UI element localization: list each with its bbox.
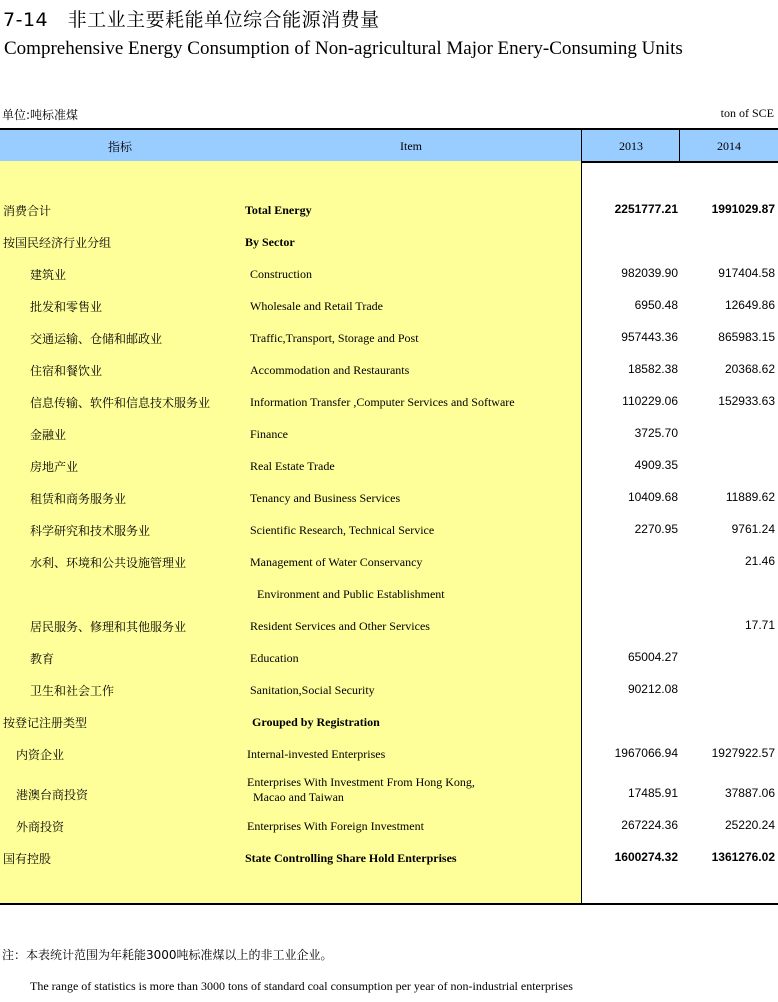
value-2014: 25220.24 (724, 818, 775, 832)
row-label-en: Information Transfer ,Computer Services and Software (250, 395, 515, 409)
value-2014: 21.46 (744, 554, 775, 568)
row-label-cn: 信息传输、软件和信息技术服务业 (30, 396, 211, 410)
row-label-cn: 交通运输、仓储和邮政业 (30, 332, 163, 346)
row-label-cn: 港澳台商投资 (16, 788, 89, 802)
table-row (0, 385, 778, 417)
value-2013: 267224.36 (621, 818, 678, 832)
value-2014: 1991029.87 (711, 202, 775, 216)
value-2013: 110229.06 (622, 394, 678, 408)
row-label-en: Education (250, 651, 299, 665)
value-2014: 9761.24 (731, 522, 775, 536)
value-2013: 10409.68 (627, 490, 678, 504)
row-label-en: By Sector (245, 235, 295, 249)
footnote-en: The range of statistics is more than 3000 tons of standard coal consumption per year of non-industrial enterprises (30, 979, 573, 993)
row-label-en: Resident Services and Other Services (250, 619, 430, 633)
row-label-en: Real Estate Trade (250, 459, 335, 473)
table-row (0, 513, 778, 545)
column-header-2013: 2013 (619, 139, 643, 153)
row-label-en: State Controlling Share Hold Enterprises (245, 851, 457, 865)
table-row (0, 481, 778, 513)
row-label-en-line: Enterprises With Investment From Hong Kong, (247, 775, 475, 789)
unit-label-en: ton of SCE (720, 106, 774, 120)
row-label-cn: 外商投资 (16, 820, 65, 834)
value-2014: 1361276.02 (711, 850, 775, 864)
table-row (0, 193, 778, 225)
value-2014: 17.71 (744, 618, 775, 632)
value-2014: 12649.86 (724, 298, 775, 312)
table-row (0, 705, 778, 737)
value-2013: 1600274.32 (614, 850, 678, 864)
table-row (0, 841, 778, 873)
row-label-cn: 居民服务、修理和其他服务业 (30, 620, 187, 634)
table-row (0, 545, 778, 577)
table-row (0, 577, 778, 609)
row-label-en: Tenancy and Business Services (250, 491, 401, 505)
row-label-cn: 住宿和餐饮业 (30, 364, 103, 378)
row-label-cn: 水利、环境和公共设施管理业 (30, 556, 187, 570)
row-label-cn: 金融业 (30, 428, 67, 442)
table-row (0, 737, 778, 769)
table-row (0, 673, 778, 705)
row-label-en: Environment and Public Establishment (257, 587, 445, 601)
value-2013: 6950.48 (634, 298, 678, 312)
row-label-en: Sanitation,Social Security (250, 683, 375, 697)
table-row (0, 773, 778, 813)
row-label-cn: 批发和零售业 (30, 300, 103, 314)
value-2013: 2270.95 (634, 522, 678, 536)
column-header-indicator: 指标 (107, 140, 132, 154)
table-row (0, 809, 778, 841)
table-header (0, 128, 778, 163)
row-label-cn: 建筑业 (30, 268, 67, 282)
row-label-cn: 房地产业 (30, 460, 79, 474)
table-row (0, 321, 778, 353)
row-label-cn: 按登记注册类型 (3, 716, 88, 730)
row-label-cn: 科学研究和技术服务业 (30, 524, 151, 538)
table-row (0, 417, 778, 449)
row-label-en: Construction (250, 267, 312, 281)
value-2014: 1927922.57 (711, 746, 775, 760)
page-title-cn: 7-14 非工业主要耗能单位综合能源消费量 (3, 9, 380, 31)
row-label-en: Scientific Research, Technical Service (250, 523, 435, 537)
table-row (0, 449, 778, 481)
row-label-en-line: Macao and Taiwan (253, 790, 344, 804)
table-row (0, 289, 778, 321)
table-row (0, 609, 778, 641)
row-label-cn: 卫生和社会工作 (30, 684, 115, 698)
table-bottom-border (0, 903, 778, 905)
value-2013: 90212.08 (627, 682, 678, 696)
value-2013: 1967066.94 (614, 746, 678, 760)
row-label-cn: 国有控股 (3, 852, 52, 866)
row-label-cn: 按国民经济行业分组 (3, 236, 112, 250)
value-2013: 957443.36 (621, 330, 678, 344)
row-label-en: Grouped by Registration (252, 715, 380, 729)
row-label-cn: 教育 (30, 652, 55, 666)
footnote-cn: 注：本表统计范围为年耗能3000吨标准煤以上的非工业企业。 (2, 948, 333, 962)
value-2013: 4909.35 (634, 458, 678, 472)
row-label-en (247, 775, 475, 805)
value-2014: 11889.62 (725, 490, 775, 504)
row-label-en: Enterprises With Foreign Investment (247, 819, 424, 833)
value-2013: 17485.91 (627, 786, 678, 800)
row-label-en: Accommodation and Restaurants (250, 363, 410, 377)
value-2013: 3725.70 (634, 426, 678, 440)
table-row (0, 353, 778, 385)
column-header-item: Item (400, 139, 422, 153)
value-2014: 20368.62 (724, 362, 775, 376)
row-label-cn: 租赁和商务服务业 (30, 492, 127, 506)
row-label-en: Wholesale and Retail Trade (250, 299, 383, 313)
value-2013: 65004.27 (627, 650, 678, 664)
value-2014: 917404.58 (718, 266, 775, 280)
value-2014: 37887.06 (724, 786, 775, 800)
row-label-en: Finance (250, 427, 288, 441)
row-label-cn: 内资企业 (16, 748, 65, 762)
value-2014: 865983.15 (718, 330, 775, 344)
column-header-2014: 2014 (717, 139, 741, 153)
table-row (0, 257, 778, 289)
row-label-en: Traffic,Transport, Storage and Post (250, 331, 419, 345)
column-divider (679, 130, 680, 161)
value-2014: 152933.63 (718, 394, 775, 408)
value-2013: 982039.90 (621, 266, 678, 280)
row-label-en: Internal-invested Enterprises (247, 747, 386, 761)
unit-label-cn: 单位:吨标准煤 (2, 108, 79, 122)
table-row (0, 225, 778, 257)
row-label-en: Management of Water Conservancy (250, 555, 423, 569)
row-label-cn: 消费合计 (3, 204, 52, 218)
table-row (0, 641, 778, 673)
value-2013: 18582.38 (627, 362, 678, 376)
value-2013: 2251777.21 (614, 202, 678, 216)
page-title-en: Comprehensive Energy Consumption of Non-agricultural Major Enery-Consuming Units (4, 38, 683, 59)
row-label-en: Total Energy (245, 203, 312, 217)
